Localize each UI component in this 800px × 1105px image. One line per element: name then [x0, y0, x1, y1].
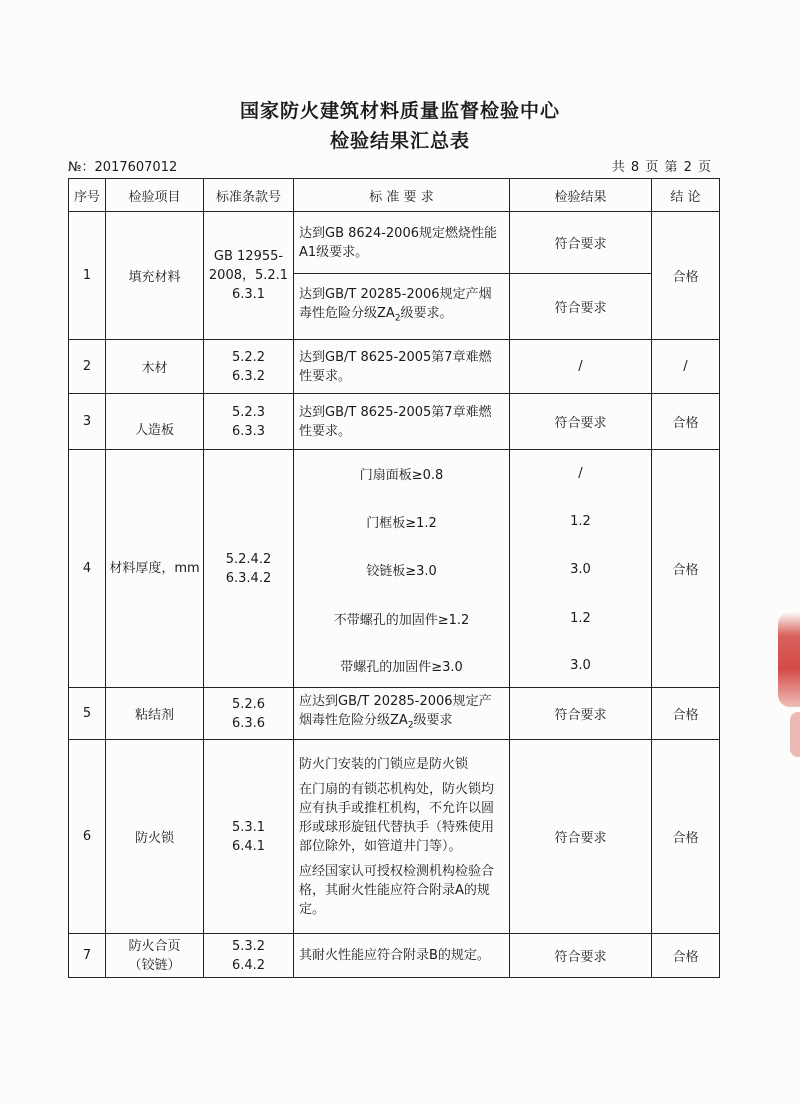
requirement-text: 其耐火性能应符合附录B的规定。: [294, 934, 510, 978]
item-name: 填充材料: [106, 212, 204, 340]
page-info: 共 8 页 第 2 页: [611, 160, 712, 175]
conclusion-cell: 合格: [652, 934, 720, 978]
results-table: [68, 178, 720, 978]
row-number: 3: [69, 394, 106, 450]
item-name: 木材: [106, 340, 204, 394]
conclusion-cell: 合格: [652, 740, 720, 934]
table-row: [69, 340, 720, 394]
document-title: 国家防火建筑材料质量监督检验中心: [239, 100, 560, 122]
standard-clause: 5.2.3 6.3.3: [204, 394, 294, 450]
standard-clause: 5.3.2 6.4.2: [204, 934, 294, 978]
item-name: 材料厚度，mm: [106, 450, 204, 688]
standard-clause: 5.3.1 6.4.1: [204, 740, 294, 934]
standard-clause: 5.2.2 6.3.2: [204, 340, 294, 394]
item-name: 防火锁: [106, 740, 204, 934]
thickness-requirement: 不带螺孔的加固件≥1.2: [294, 594, 510, 644]
table-row: [69, 450, 720, 498]
document-subtitle: 检验结果汇总表: [329, 130, 470, 152]
table-row: [69, 688, 720, 740]
row-number: 5: [69, 688, 106, 740]
thickness-result: 1.2: [510, 498, 652, 546]
item-name: 粘结剂: [106, 688, 204, 740]
conclusion-cell: /: [652, 340, 720, 394]
col-header-requirement: 标 准 要 求: [294, 179, 510, 212]
requirement-text: 应达到GB/T 20285-2006规定产烟毒性危险分级$ZA_2$级要求: [294, 688, 510, 740]
item-name: 防火合页 （铰链）: [106, 934, 204, 978]
table-row: [69, 740, 720, 934]
col-header-no: 序号: [69, 179, 106, 212]
thickness-result: 3.0: [510, 644, 652, 688]
seal-stamp-edge-fragment: [790, 712, 800, 757]
result-cell: 符合要求: [510, 212, 652, 274]
thickness-requirement: 门扇面板≥0.8: [294, 450, 510, 498]
conclusion-cell: 合格: [652, 394, 720, 450]
requirement-paragraph: 在门扇的有锁芯机构处，防火锁均应有执手或推杠机构，不允许以圆形或球形旋钮代替执手（特殊使用部位除外，如管道井门等）。: [299, 781, 495, 854]
row-number: 1: [69, 212, 106, 340]
standard-clause: GB 12955- 2008，5.2.1 6.3.1: [204, 212, 294, 340]
standard-clause: 5.2.4.2 6.3.4.2: [204, 450, 294, 688]
table-header-row: [69, 179, 720, 212]
requirement-text: 达到GB/T 8625-2005第7章难燃性要求。: [294, 340, 510, 394]
result-cell: 符合要求: [510, 688, 652, 740]
thickness-requirement: 带螺孔的加固件≥3.0: [294, 644, 510, 688]
table-row: [69, 394, 720, 450]
requirement-text: 达到GB 8624-2006规定燃烧性能A1级要求。: [294, 212, 510, 274]
conclusion-cell: 合格: [652, 212, 720, 340]
conclusion-cell: 合格: [652, 450, 720, 688]
result-cell: /: [510, 340, 652, 394]
col-header-item: 检验项目: [106, 179, 204, 212]
row-number: 6: [69, 740, 106, 934]
conclusion-cell: 合格: [652, 688, 720, 740]
thickness-requirement: 铰链板≥3.0: [294, 546, 510, 594]
col-header-conclusion: 结 论: [652, 179, 720, 212]
row-number: 4: [69, 450, 106, 688]
seal-stamp-edge: [778, 612, 800, 707]
requirement-paragraph: 应经国家认可授权检测机构检验合格，其耐火性能应符合附录A的规定。: [299, 863, 495, 917]
table-row: [69, 934, 720, 978]
report-number: №：2017607012: [68, 160, 178, 175]
requirement-paragraph: 防火门安装的门锁应是防火锁: [299, 756, 469, 772]
result-cell: 符合要求: [510, 394, 652, 450]
thickness-requirement: 门框板≥1.2: [294, 498, 510, 546]
requirement-text: 达到GB/T 8625-2005第7章难燃性要求。: [294, 394, 510, 450]
standard-clause: 5.2.6 6.3.6: [204, 688, 294, 740]
result-cell: 符合要求: [510, 934, 652, 978]
thickness-result: 3.0: [510, 546, 652, 594]
col-header-standard: 标准条款号: [204, 179, 294, 212]
requirement-text: 达到GB/T 20285-2006规定产烟毒性危险分级$ZA_2$级要求。: [294, 274, 510, 340]
table-row: [69, 212, 720, 274]
row-number: 7: [69, 934, 106, 978]
item-name: 人造板: [106, 394, 204, 450]
thickness-result: /: [510, 450, 652, 498]
result-cell: 符合要求: [510, 740, 652, 934]
result-cell: 符合要求: [510, 274, 652, 340]
requirement-text: [294, 740, 510, 934]
row-number: 2: [69, 340, 106, 394]
thickness-result: 1.2: [510, 594, 652, 644]
col-header-result: 检验结果: [510, 179, 652, 212]
